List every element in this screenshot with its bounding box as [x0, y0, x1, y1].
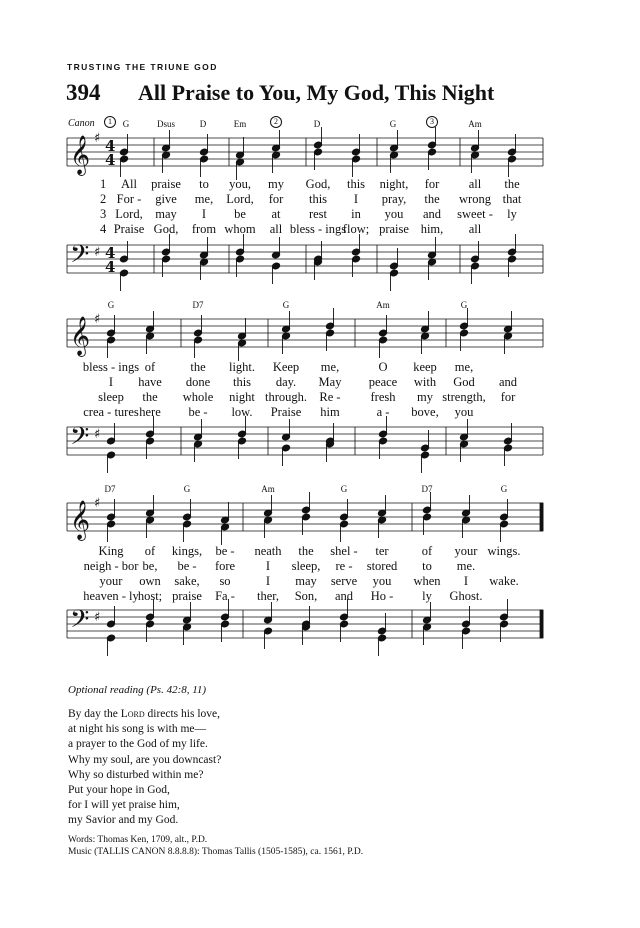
lyric-syllable: heaven - ly	[83, 589, 139, 603]
lyric-syllable: fresh	[370, 390, 396, 404]
lyric-syllable: be	[234, 207, 246, 221]
chord-symbol: D7	[421, 484, 433, 494]
lyric-syllable: I	[201, 207, 207, 221]
lyric-syllable: stored	[366, 559, 398, 573]
lyric-syllable: I	[463, 574, 469, 588]
chord-symbol: Am	[468, 119, 482, 129]
chord-symbol: G	[282, 300, 290, 310]
lyric-syllable: me,	[194, 192, 214, 206]
final-barline	[540, 503, 543, 531]
lyric-syllable: that	[502, 192, 522, 206]
optional-reading-label: Optional reading (Ps. 42:8, 11)	[68, 684, 207, 696]
lyric-syllable: pray,	[381, 192, 407, 206]
hymn-title: All Praise to You, My God, This Night	[138, 80, 495, 105]
lyric-syllable: neath	[254, 544, 282, 558]
treble-clef: 𝄞	[70, 316, 91, 356]
lyric-syllable: peace	[368, 375, 398, 389]
verse-number: 2	[100, 192, 107, 206]
lyric-syllable: at	[271, 207, 281, 221]
lyric-syllable: your	[454, 544, 478, 558]
reading-line-1-end: directs his love,	[144, 708, 220, 720]
lyric-syllable: crea - tures	[83, 405, 139, 419]
lyric-syllable: may	[295, 574, 317, 588]
chord-symbol: D	[313, 119, 321, 129]
reading-line: Why so disturbed within me?	[68, 768, 204, 781]
lyric-syllable: have	[138, 375, 162, 389]
lyric-syllable: the	[190, 360, 206, 374]
sharp-key-signature: ♯	[94, 131, 101, 146]
sharp-key-signature: ♯	[94, 312, 101, 327]
lyric-syllable: host;	[137, 589, 163, 603]
lyric-syllable: fore	[214, 559, 236, 573]
lyric-syllable: For -	[116, 192, 142, 206]
lyric-syllable: may	[155, 207, 177, 221]
lyric-syllable: Son,	[294, 589, 318, 603]
lyric-syllable: I	[265, 574, 271, 588]
lyric-syllable: day.	[275, 375, 297, 389]
reading-line: at night his song is with me—	[68, 723, 206, 736]
chord-symbol: G	[340, 484, 348, 494]
chord-symbol: Em	[233, 119, 247, 129]
lyric-syllable: flow;	[342, 222, 370, 236]
lyric-syllable: O	[378, 360, 388, 374]
chord-symbol: G	[122, 119, 130, 129]
lyric-syllable: and	[422, 207, 442, 221]
lyric-syllable: praise	[172, 589, 202, 603]
lyric-syllable: me,	[320, 360, 340, 374]
lyric-syllable: of	[144, 360, 156, 374]
time-signature: 4	[105, 258, 116, 276]
lyric-syllable: and	[498, 375, 518, 389]
lyric-syllable: whole	[182, 390, 214, 404]
lyric-syllable: your	[99, 574, 123, 588]
lyric-syllable: in	[351, 207, 361, 221]
reading-line: my Savior and my God.	[68, 814, 179, 827]
lyric-syllable: wrong	[459, 192, 491, 206]
lyric-syllable: all	[468, 222, 482, 236]
lyric-syllable: Re -	[319, 390, 341, 404]
lyric-syllable: be -	[188, 405, 208, 419]
chord-symbol: Dsus	[156, 119, 176, 129]
chord-symbol: G	[500, 484, 508, 494]
lyric-syllable: sweet -	[457, 207, 493, 221]
lyric-syllable: my	[268, 177, 284, 191]
lyric-syllable: him,	[420, 222, 444, 236]
music-credit: Music (TALLIS CANON 8.8.8.8): Thomas Tallis (1505-1585), ca. 1561, P.D.	[68, 847, 364, 857]
lyric-syllable: for	[424, 177, 440, 191]
lyric-syllable: you	[454, 405, 474, 419]
lyric-syllable: Praise	[113, 222, 145, 236]
lyric-syllable: from	[191, 222, 217, 236]
lyric-syllable: I	[108, 375, 114, 389]
chord-symbol: D	[199, 119, 207, 129]
lyric-syllable: of	[421, 544, 433, 558]
verse-number: 3	[100, 207, 107, 221]
lyric-syllable: a -	[376, 405, 390, 419]
verse-number: 1	[100, 177, 107, 191]
treble-clef: 𝄞	[70, 500, 91, 540]
chord-symbol: D7	[192, 300, 204, 310]
lyric-syllable: God,	[153, 222, 179, 236]
sharp-key-signature: ♯	[94, 496, 101, 511]
lyric-syllable: for	[500, 390, 516, 404]
lyric-syllable: be -	[177, 559, 197, 573]
chord-symbol: G	[460, 300, 468, 310]
lyric-syllable: wake.	[489, 574, 519, 588]
lyric-syllable: through.	[264, 390, 308, 404]
lyric-syllable: give	[155, 192, 177, 206]
lyric-syllable: rest	[308, 207, 328, 221]
chord-symbol: Am	[376, 300, 390, 310]
canon-label: Canon	[68, 118, 95, 129]
lyric-syllable: the	[298, 544, 314, 558]
lyric-syllable: night	[229, 390, 255, 404]
lyric-syllable: for	[268, 192, 284, 206]
reading-line-1-start: By day the	[68, 708, 121, 720]
lyric-syllable: ther,	[256, 589, 280, 603]
lyric-syllable: to	[422, 559, 432, 573]
lyric-syllable: done	[185, 375, 211, 389]
lyric-syllable: re -	[335, 559, 353, 573]
chord-symbol: G	[183, 484, 191, 494]
lyric-syllable: bove,	[411, 405, 439, 419]
hymn-number: 394	[66, 80, 101, 105]
lyric-syllable: neigh - bor	[83, 559, 139, 573]
lyric-syllable: ly	[507, 207, 517, 221]
lyric-syllable: All	[121, 177, 137, 191]
lyric-syllable: wings.	[487, 544, 521, 558]
lyric-syllable: May	[318, 375, 342, 389]
lyric-syllable: bless - ings	[82, 360, 140, 374]
lyric-syllable: shel -	[330, 544, 358, 558]
lyric-syllable: ly	[422, 589, 432, 603]
lyric-syllable: Praise	[270, 405, 302, 419]
lyric-syllable: Ho -	[370, 589, 394, 603]
bass-clef: 𝄢	[70, 240, 90, 275]
lyric-syllable: all	[468, 177, 482, 191]
reading-line: Why my soul, are you downcast?	[68, 753, 222, 766]
chord-symbol: Am	[261, 484, 275, 494]
lyric-syllable: God	[453, 375, 475, 389]
lyric-syllable: sleep	[98, 390, 124, 404]
lyric-syllable: sleep,	[291, 559, 321, 573]
lyric-syllable: of	[144, 544, 156, 558]
lyric-syllable: when	[413, 574, 441, 588]
lyric-syllable: kings,	[171, 544, 203, 558]
credits	[68, 834, 363, 858]
lyric-syllable: whom	[224, 222, 256, 236]
lyric-syllable: Lord,	[115, 207, 143, 221]
lyric-syllable: King	[98, 544, 124, 558]
lord-small-caps: Lord	[120, 708, 145, 720]
lyric-syllable: praise	[151, 177, 181, 191]
lyric-syllable: this	[232, 375, 252, 389]
lyric-syllable: the	[424, 192, 440, 206]
lyric-syllable: me,	[454, 360, 474, 374]
lyric-syllable: be,	[142, 559, 158, 573]
lyric-syllable: to	[199, 177, 209, 191]
lyric-syllable: Keep	[272, 360, 300, 374]
chord-symbol: D7	[104, 484, 116, 494]
bass-clef: 𝄢	[70, 422, 90, 457]
treble-clef: 𝄞	[70, 135, 91, 175]
lyric-syllable: serve	[330, 574, 358, 588]
lyric-syllable: the	[504, 177, 520, 191]
time-signature: 4	[105, 137, 116, 155]
lyric-syllable: I	[353, 192, 359, 206]
time-signature: 4	[105, 151, 116, 169]
lyric-syllable: so	[219, 574, 231, 588]
lyric-syllable: ter	[375, 544, 389, 558]
chord-symbol: G	[107, 300, 115, 310]
lyric-syllable: be -	[215, 544, 235, 558]
sharp-key-signature: ♯	[94, 245, 101, 260]
lyric-syllable: this	[346, 177, 366, 191]
lyric-syllable: the	[142, 390, 158, 404]
lyric-syllable: night,	[379, 177, 409, 191]
lyric-syllable: you	[372, 574, 392, 588]
lyric-syllable: and	[334, 589, 354, 603]
chord-symbol: G	[389, 119, 397, 129]
reading-line: Put your hope in God,	[68, 784, 170, 797]
lyric-syllable: him	[320, 405, 340, 419]
lyric-syllable: light.	[228, 360, 256, 374]
section-heading: TRUSTING THE TRIUNE GOD	[67, 62, 218, 72]
canon-entry-marker: 1	[104, 116, 116, 128]
lyric-syllable: my	[417, 390, 433, 404]
reading-line	[68, 707, 221, 722]
lyric-syllable: here	[139, 405, 161, 419]
lyric-syllable: all	[269, 222, 283, 236]
sharp-key-signature: ♯	[94, 427, 101, 442]
lyric-syllable: Fa -	[215, 589, 235, 603]
lyric-syllable: God,	[305, 177, 331, 191]
bass-clef: 𝄢	[70, 605, 90, 640]
lyric-syllable: Ghost.	[449, 589, 483, 603]
lyric-syllable: low.	[231, 405, 253, 419]
optional-reading-text	[68, 707, 221, 829]
lyric-syllable: you,	[229, 177, 251, 191]
lyric-syllable: keep	[413, 360, 437, 374]
reading-line: for I will yet praise him,	[68, 799, 180, 812]
lyric-syllable: me.	[456, 559, 476, 573]
time-signature: 4	[105, 244, 116, 262]
canon-entry-marker: 2	[270, 116, 282, 128]
sharp-key-signature: ♯	[94, 610, 101, 625]
canon-entry-marker: 3	[426, 116, 438, 128]
lyric-syllable: you	[384, 207, 404, 221]
words-credit: Words: Thomas Ken, 1709, alt., P.D.	[68, 835, 208, 845]
final-barline	[540, 610, 543, 638]
verse-number: 4	[100, 222, 107, 236]
lyric-syllable: I	[265, 559, 271, 573]
lyric-syllable: bless - ings	[289, 222, 347, 236]
lyric-syllable: strength,	[442, 390, 486, 404]
lyric-syllable: with	[413, 375, 437, 389]
lyric-syllable: Lord,	[226, 192, 254, 206]
lyric-syllable: this	[308, 192, 328, 206]
lyric-syllable: sake,	[174, 574, 200, 588]
reading-line: a prayer to the God of my life.	[68, 738, 208, 751]
lyric-syllable: own	[139, 574, 161, 588]
lyric-syllable: praise	[379, 222, 409, 236]
